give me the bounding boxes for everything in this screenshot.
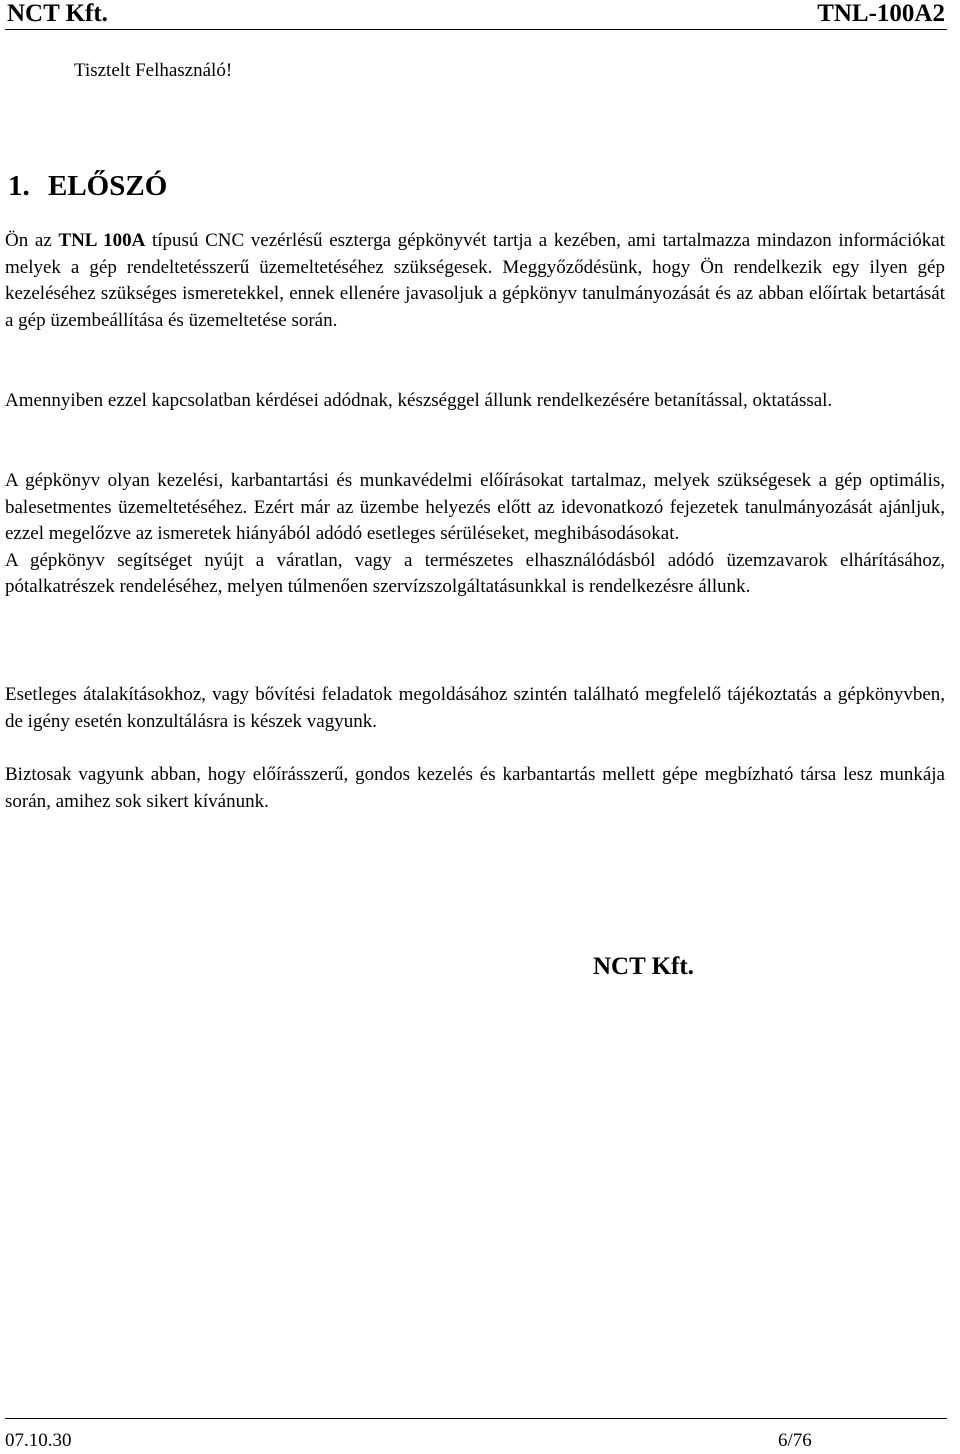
paragraph-intro-pre: Ön az [5, 230, 59, 251]
paragraph-modifications [5, 682, 945, 735]
paragraph-questions [5, 388, 945, 415]
paragraph-troubleshooting-text: A gépkönyv segítséget nyújt a váratlan, vagy a természetes elhasználódásból adódó üzemzavarok elhárításához, pótalkatrészek rendeléséhez, melyen túlmenően szervízszolgáltatásunkkal is rendelkezésre állunk. [5, 549, 945, 598]
header-doc-code: TNL-100A2 [817, 0, 945, 27]
paragraph-closing-text: Biztosak vagyunk abban, hogy előírásszerű, gondos kezelés és karbantartás mellett gépe megbízható társa lesz munkája során, amihez sok sikert kívánunk. [5, 764, 945, 812]
header-company: NCT Kft. [7, 0, 108, 27]
model-name: TNL 100A [58, 230, 146, 251]
page-header [5, 0, 947, 30]
paragraph-safety-text: A gépkönyv olyan kezelési, karbantartási és munkavédelmi előírásokat tartalmaz, melyek szükségesek a gép optimális, balesetmentes üzemeltetéséhez. Ezért már az üzembe helyezés előtt az idevonatkozó fejezetek tanulmányozását ajánljuk, ezzel megelőzve az ismeretek hiányából adódó esetleges sérüléseket, meghibásodásokat. [5, 470, 945, 545]
paragraph-manual-contents [5, 468, 945, 601]
signature: NCT Kft. [593, 953, 694, 980]
section-title: ELŐSZÓ [48, 170, 168, 202]
page-footer [5, 1418, 947, 1454]
footer-date: 07.10.30 [5, 1430, 72, 1451]
paragraph-questions-text: Amennyiben ezzel kapcsolatban kérdései adódnak, készséggel állunk rendelkezésére betanítással, oktatással. [5, 390, 833, 411]
section-heading [8, 168, 167, 204]
paragraph-intro-post: típusú CNC vezérlésű eszterga gépkönyvét tartja a kezében, ami tartalmazza mindazon információkat melyek a gép rendeltetésszerű üzemeltetéséhez szükségesek. Meggyőződésünk, hogy Ön rendelkezik egy ilyen gép kezeléséhez szükséges ismeretekkel, ennek ellenére javasoljuk a gépkönyv tanulmányozását és az abban előírtak betartását a gép üzembeállítása és üzemeltetése során. [5, 230, 945, 331]
paragraph-modifications-text: Esetleges átalakításokhoz, vagy bővítési feladatok megoldásához szintén található megfelelő tájékoztatás a gépkönyvben, de igény esetén konzultálásra is készek vagyunk. [5, 684, 945, 732]
section-number: 1. [8, 170, 30, 202]
paragraph-intro [5, 228, 945, 334]
footer-page-number: 6/76 [778, 1430, 812, 1451]
paragraph-closing [5, 762, 945, 815]
salutation: Tisztelt Felhasználó! [74, 60, 233, 81]
